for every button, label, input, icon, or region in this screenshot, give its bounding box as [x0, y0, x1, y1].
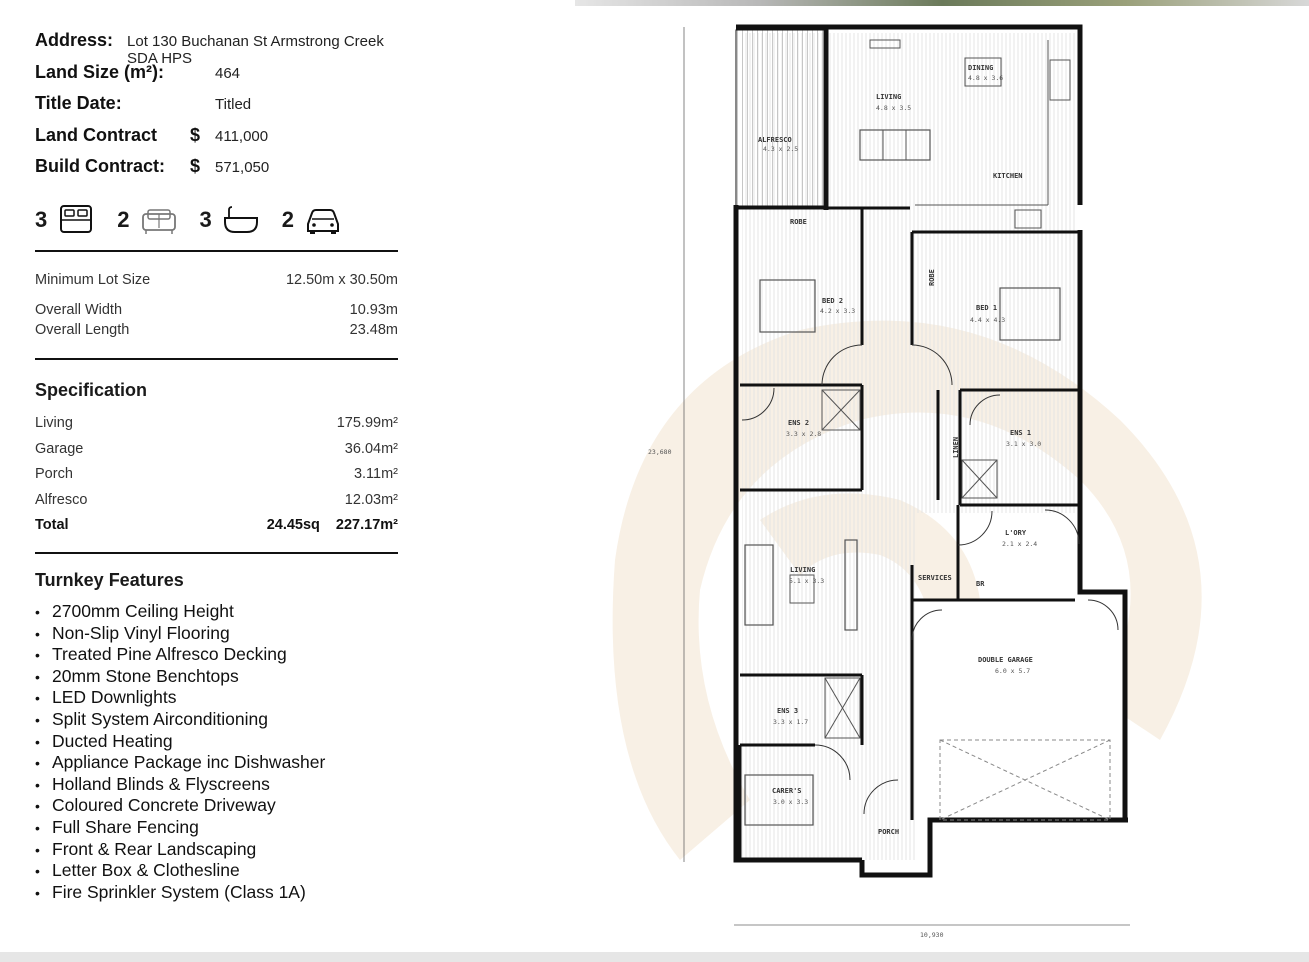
overall-height-label: 23,680 [648, 448, 672, 456]
title-date-row [35, 93, 405, 125]
turnkey-title: Turnkey Features [35, 570, 184, 590]
address-row [35, 30, 405, 67]
min-lot-value: 12.50m x 30.50m [285, 271, 398, 288]
specification-title: Specification [35, 379, 148, 400]
title-date-value: Titled [215, 96, 252, 113]
spec-row [35, 436, 398, 462]
room-label: ROBE [928, 269, 936, 286]
width-row [35, 302, 398, 322]
address-value: Lot 130 Buchanan St Armstrong Creek SDA HPS [127, 33, 384, 67]
list-item: • 20mm Stone Benchtops [35, 666, 405, 688]
room-label: ALFRESCO [758, 136, 792, 144]
spec-value: 12.03m² [344, 491, 398, 508]
room-label: KITCHEN [993, 172, 1023, 180]
address-label: Address: [35, 30, 114, 50]
spec-label: Garage [35, 440, 84, 457]
total-label: Total [35, 517, 69, 534]
room-label: ENS 2 [788, 419, 810, 427]
total-value: 227.17m² [335, 517, 398, 534]
spec-label: Porch [35, 466, 73, 483]
length-row [35, 322, 398, 342]
room-dim: 5.1 x 3.3 [789, 577, 825, 585]
divider [35, 552, 398, 554]
specification-section [35, 380, 398, 539]
land-contract-value: 411,000 [215, 127, 269, 145]
list-item: • Fire Sprinkler System (Class 1A) [35, 882, 405, 904]
overall-width-label: 10,930 [920, 931, 944, 939]
room-label: CARER'S [772, 787, 802, 795]
land-contract-currency: $ [190, 124, 201, 145]
room-dim: 6.0 x 5.7 [995, 667, 1031, 675]
room-dim: 2.1 x 2.4 [1002, 540, 1038, 548]
spec-value: 175.99m² [336, 415, 398, 432]
room-label: BED 1 [976, 304, 998, 312]
bed-icon [57, 204, 95, 236]
list-item: • LED Downlights [35, 687, 405, 709]
list-item: • Non-Slip Vinyl Flooring [35, 623, 405, 645]
spec-label: Living [35, 415, 73, 432]
room-label: LIVING [876, 93, 902, 101]
build-contract-value: 571,050 [215, 159, 270, 176]
spec-value: 36.04m² [344, 440, 398, 457]
build-contract-currency: $ [190, 156, 201, 176]
divider [35, 358, 398, 360]
list-item: • 2700mm Ceiling Height [35, 601, 405, 623]
bathroom-count: 3 [199, 206, 212, 232]
living-count: 2 [117, 206, 130, 232]
land-size-label: Land Size (m²): [35, 61, 164, 82]
divider [35, 250, 398, 252]
room-dim: 4.2 x 3.3 [820, 307, 856, 315]
room-dim: 3.0 x 3.3 [773, 798, 809, 806]
room-label: L'ORY [1005, 529, 1027, 537]
turnkey-section [35, 570, 405, 903]
land-contract-label: Land Contract [35, 124, 158, 145]
list-item: • Front & Rear Landscaping [35, 839, 405, 861]
room-dim: 4.3 x 2.5 [763, 145, 799, 153]
land-contract-row [35, 125, 405, 157]
sofa-icon [140, 204, 178, 236]
width-label: Overall Width [35, 301, 123, 318]
room-label: LINEN [952, 436, 960, 458]
floor-plan [590, 0, 1309, 962]
list-item: • Ducted Heating [35, 731, 405, 753]
spec-row [35, 487, 398, 513]
min-lot-row [35, 272, 398, 298]
room-label: SERVICES [918, 574, 952, 582]
list-item: • Coloured Concrete Driveway [35, 795, 405, 817]
room-dim: 4.4 x 4.3 [970, 316, 1006, 324]
room-dim: 3.1 x 3.0 [1006, 440, 1042, 448]
room-dim: 4.8 x 3.6 [968, 74, 1004, 82]
width-value: 10.93m [349, 301, 398, 318]
room-label: BED 2 [822, 297, 844, 305]
room-label: PORCH [878, 828, 900, 836]
room-label: LIVING [790, 566, 816, 574]
room-label: ENS 3 [777, 707, 799, 715]
room-label: ROBE [790, 218, 807, 226]
title-date-label: Title Date: [35, 93, 122, 113]
room-dim: 3.3 x 2.8 [786, 430, 822, 438]
garage-count: 2 [281, 206, 294, 232]
spec-row [35, 411, 398, 437]
spec-value: 3.11m² [353, 466, 398, 483]
room-dim: 4.8 x 3.5 [876, 104, 912, 112]
min-lot-label: Minimum Lot Size [35, 271, 151, 288]
list-item: • Holland Blinds & Flyscreens [35, 774, 405, 796]
feature-icons-row [35, 200, 405, 240]
list-item: • Letter Box & Clothesline [35, 860, 405, 882]
list-item: • Full Share Fencing [35, 817, 405, 839]
list-item: • Split System Airconditioning [35, 709, 405, 731]
lot-dimensions [35, 272, 398, 342]
land-size-value: 464 [215, 64, 241, 82]
list-item: • Appliance Package inc Dishwasher [35, 752, 405, 774]
room-label: DOUBLE GARAGE [978, 656, 1033, 664]
property-details-panel [35, 30, 405, 903]
spec-label: Alfresco [35, 491, 88, 508]
spec-total-row [35, 513, 398, 539]
room-label: BR [976, 580, 985, 588]
bedroom-count: 3 [35, 206, 48, 232]
length-value: 23.48m [349, 321, 398, 338]
total-squares: 24.45sq [266, 517, 320, 534]
room-label: DINING [968, 64, 994, 72]
room-label: ENS 1 [1010, 429, 1032, 437]
length-label: Overall Length [35, 321, 130, 338]
bottom-strip [0, 952, 1309, 962]
bathtub-icon [222, 204, 260, 236]
build-contract-label: Build Contract: [35, 156, 165, 176]
list-item: • Treated Pine Alfresco Decking [35, 644, 405, 666]
car-icon [304, 204, 342, 236]
build-contract-row [35, 156, 405, 188]
room-dim: 3.3 x 1.7 [773, 718, 809, 726]
spec-row [35, 462, 398, 488]
turnkey-list [35, 601, 405, 903]
